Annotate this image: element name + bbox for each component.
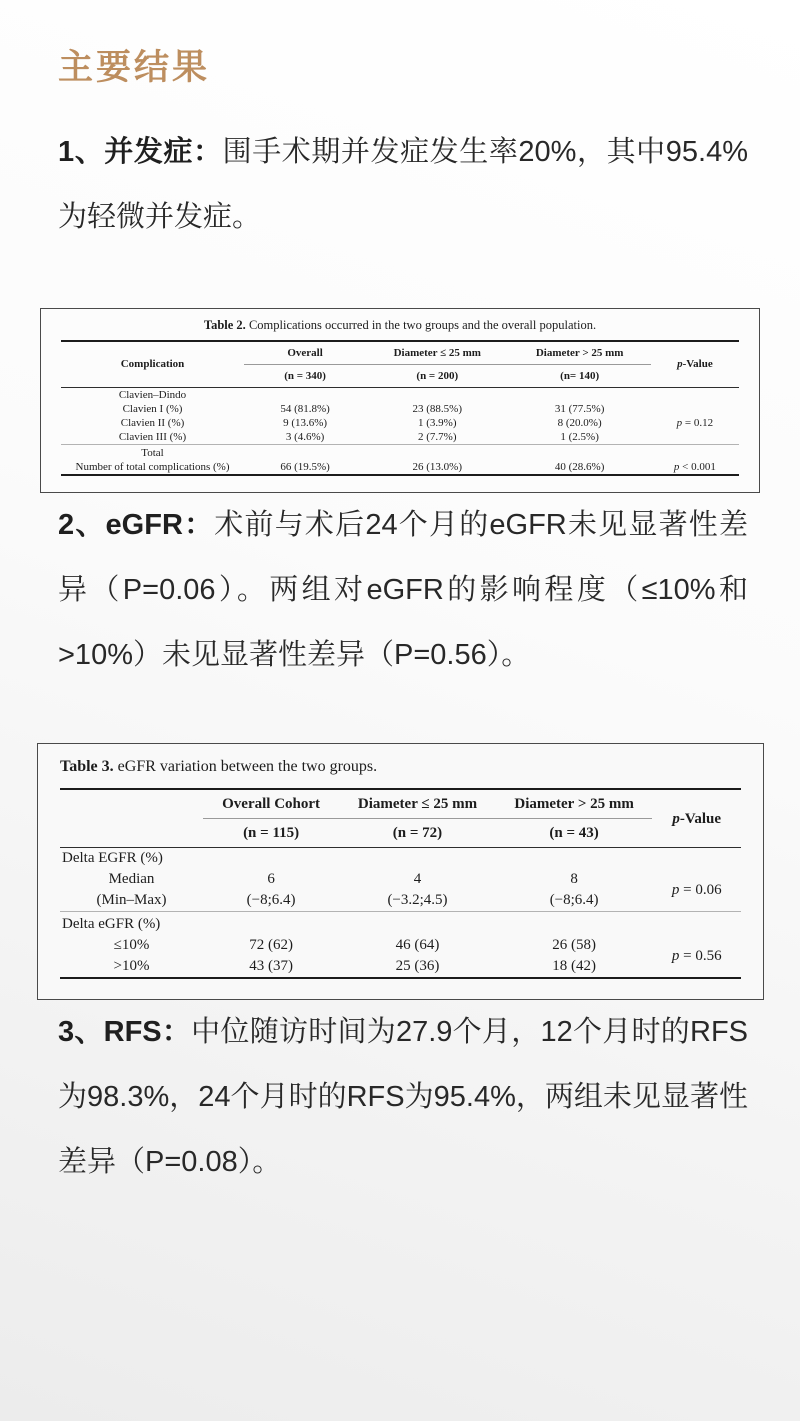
p-value-text: p = 0.12 [676,417,714,429]
row-label-cell: >10% [113,958,150,974]
column-subheader-n-le-25: (n = 72) [339,819,496,848]
row-label-cell: Clavien–Dindo [118,389,187,401]
table-2-caption-label: Table 2. [203,318,246,332]
column-subheader-n-overall: (n = 115) [203,819,339,848]
paragraph-rfs [58,1000,748,1195]
value-cell-gt25 [508,445,650,461]
table-2 [61,340,739,476]
table-3-container [37,743,764,1000]
value-cell-overall: 66 (19.5%) [280,461,330,473]
p-value-cell [651,388,739,403]
value-cell-overall [203,912,339,936]
p-value-cell [651,445,739,461]
paragraph-2-label: 2、eGFR： [58,509,215,541]
value-cell-le25 [366,445,508,461]
value-cell-le25 [339,912,496,936]
column-subheader-n-gt-25: (n= 140) [508,365,650,388]
table-3 [60,788,741,979]
paragraph-3-label: 3、RFS： [58,1016,192,1048]
value-cell-overall: 54 (81.8%) [280,403,330,415]
value-cell-overall: (−8;6.4) [246,892,296,908]
value-cell-le25: 23 (88.5%) [412,403,463,415]
p-value-cell [652,935,741,978]
table-row [61,430,739,445]
column-header-overall-cohort: Overall Cohort [203,789,339,819]
p-value-cell [651,430,739,445]
p-value-header-text: p-Value [677,358,713,370]
value-cell-gt25 [496,848,653,870]
paragraph-2-text: 术前与术后24个月的eGFR未见显著性差异（P=0.06）。两组对eGFR的影响程度（≤10%和>10%）未见显著性差异（P=0.56）。 [58,509,748,671]
table-3-caption-text: eGFR variation between the two groups. [117,758,378,775]
value-cell-gt25 [496,912,653,936]
p-value-text: p = 0.56 [671,947,722,964]
column-header-empty [60,789,203,848]
p-value-cell [651,460,739,475]
value-cell-le25 [339,848,496,870]
row-label-cell: Clavien III (%) [118,431,187,443]
table-row [61,460,739,475]
column-header-p-value [652,789,741,848]
table-row [61,388,739,403]
column-subheader-n-gt-25: (n = 43) [496,819,653,848]
table-2-caption-text: Complications occurred in the two groups and the overall population. [248,318,597,332]
paragraph-1-label: 1、并发症： [58,136,223,168]
value-cell-gt25: 8 (20.0%) [557,417,602,429]
row-group-label-cell: Delta EGFR (%) [62,850,163,866]
value-cell-gt25: 26 (58) [552,937,596,953]
table-row [60,935,741,956]
p-value-cell [651,416,739,430]
paragraph-1-text: 围手术期并发症发生率20%，其中95.4%为轻微并发症。 [58,136,748,233]
p-value-cell [652,848,741,870]
value-cell-le25 [366,388,508,403]
column-header-diameter-le-25: Diameter ≤ 25 mm [339,789,496,819]
p-value-cell [652,869,741,912]
column-header-diameter-gt-25: Diameter > 25 mm [508,341,650,365]
column-header-overall: Overall [244,341,366,365]
paragraph-egfr [58,493,748,688]
value-cell-le25: 1 (3.9%) [418,417,457,429]
value-cell-gt25: 40 (28.6%) [554,461,605,473]
table-3-caption-label: Table 3. [60,758,114,775]
table-row [60,869,741,890]
p-value-text: p < 0.001 [673,461,716,473]
value-cell-gt25: 8 [570,871,578,887]
row-label-cell: Median [108,871,155,887]
value-cell-le25: 46 (64) [395,937,440,953]
table-row [60,912,741,936]
table-row [61,416,739,430]
table-row [60,890,741,912]
paragraph-3-text: 中位随访时间为27.9个月，12个月时的RFS为98.3%，24个月时的RFS为95.4%，两组未见显著性差异（P=0.08）。 [58,1016,748,1178]
row-label-cell: Clavien II (%) [120,417,185,429]
p-value-header-text: p-Value [672,810,722,827]
row-label-cell: ≤10% [113,937,150,953]
value-cell-overall: 43 (37) [249,958,293,974]
value-cell-gt25: 1 (2.5%) [560,431,599,443]
value-cell-le25: 25 (36) [395,958,440,974]
column-header-diameter-le-25: Diameter ≤ 25 mm [366,341,508,365]
value-cell-le25: (−3.2;4.5) [387,892,448,908]
column-header-p-value [651,341,739,388]
table-row [61,445,739,461]
value-cell-le25: 2 (7.7%) [418,431,457,443]
value-cell-gt25: (−8;6.4) [549,892,599,908]
value-cell-overall: 9 (13.6%) [283,417,328,429]
value-cell-gt25: 31 (77.5%) [554,403,605,415]
value-cell-le25: 4 [413,871,422,887]
value-cell-gt25 [508,388,650,403]
table-2-caption [61,318,739,333]
table-2-container [40,308,760,493]
p-value-cell [651,402,739,416]
column-subheader-n-le-25: (n = 200) [366,365,508,388]
row-group-label-cell: Delta eGFR (%) [60,912,203,936]
value-cell-overall [244,388,366,403]
table-row [60,848,741,870]
table-row [61,402,739,416]
column-header-diameter-gt-25: Diameter > 25 mm [496,789,653,819]
value-cell-gt25: 18 (42) [552,958,596,974]
value-cell-overall: 6 [267,871,275,887]
paragraph-complications [58,120,748,250]
page-title: 主要结果 [58,48,211,87]
row-label-cell: Clavien I (%) [122,403,183,415]
table-3-caption [60,758,741,776]
row-label-cell: Number of total complications (%) [75,461,230,473]
row-label-cell: (Min–Max) [96,892,167,908]
p-value-text: p = 0.06 [671,881,722,898]
table-3-header-row [60,789,741,819]
row-label-cell: Total [61,445,244,461]
p-value-cell [652,912,741,936]
value-cell-overall: 72 (62) [249,937,293,953]
value-cell-overall: 3 (4.6%) [285,431,325,443]
table-2-header-row [61,341,739,365]
value-cell-overall [244,445,366,461]
table-row [60,956,741,978]
value-cell-le25: 26 (13.0%) [412,461,463,473]
column-subheader-n-overall: (n = 340) [244,365,366,388]
value-cell-overall [203,848,339,870]
column-header-complication: Complication [61,341,244,388]
